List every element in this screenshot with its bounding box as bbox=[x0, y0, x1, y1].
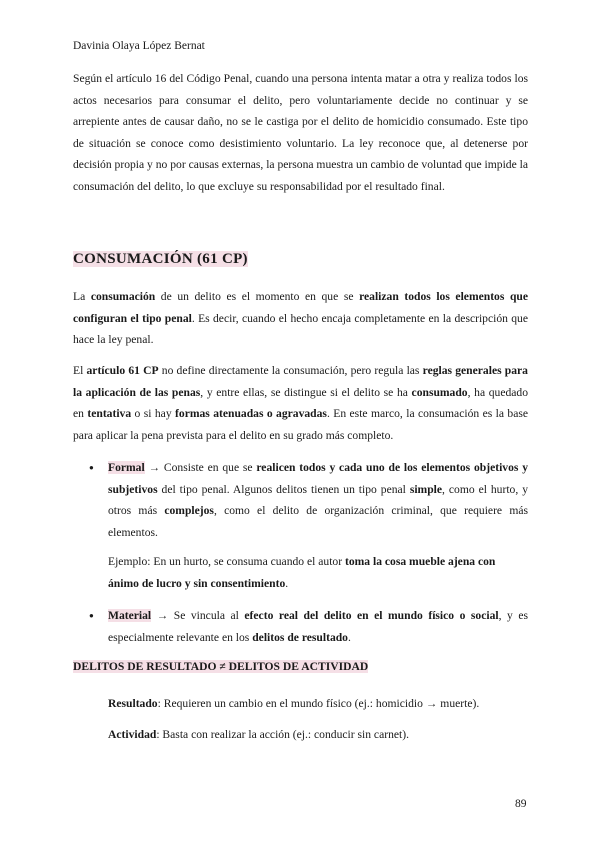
consumacion-definition-paragraph: La consumación de un delito es el momento en que se realizan todos los elementos que configuran el tipo penal. Es decir, cuando el hecho encaja completamente en la descripción que hace la ley penal. bbox=[73, 290, 529, 346]
subsection-heading bbox=[73, 660, 368, 673]
section-heading-text: CONSUMACIÓN (61 CP) bbox=[73, 251, 248, 267]
section-heading bbox=[73, 251, 248, 268]
page-header-author: Davinia Olaya López Bernat bbox=[73, 40, 205, 52]
actividad-line: Actividad: Basta con realizar la acción (ej.: conducir sin carnet). bbox=[108, 728, 409, 741]
term-elementos: realizan todos los elementos que configuran el tipo penal bbox=[73, 290, 528, 325]
bullet-list-formal bbox=[73, 457, 528, 543]
term-formas: formas atenuadas o agravadas bbox=[175, 407, 327, 420]
intro-paragraph: Según el artículo 16 del Código Penal, cuando una persona intenta matar a otra y realiza todos los actos necesarios para consumar el delito, pero voluntariamente decide no continuar y se arrepiente antes de causar daño, no se le castiga por el delito de homicidio consumado. Este tipo de situación se conoce como desistimiento voluntario. La ley reconoce que, al detenerse por decisión propia y no por causas externas, la persona muestra un cambio de voluntad que impide la consumación del delito, lo que excluye su responsabilidad por el resultado final. bbox=[73, 72, 528, 193]
resultado-label: Resultado bbox=[108, 697, 158, 710]
term-consumacion: consumación bbox=[90, 290, 156, 303]
term-consumado: consumado bbox=[411, 385, 468, 399]
articulo-61-paragraph: El artículo 61 CP no define directamente la consumación, pero regula las reglas generales para la aplicación de las penas, y entre ellas, se distingue si el delito se ha consumado, ha quedado en tentativa o si hay formas atenuadas o agravadas. En este marco, la consumación es la base para aplicar la pena prevista para el delito en su grado más completo. bbox=[73, 364, 528, 442]
bullet-formal: ● Formal → Consiste en que se realicen todos y cada uno de los elementos objetivos y subjetivos del tipo penal. Algunos delitos tienen un tipo penal simple, como el hurto, y otros más complejos, como el delito de organización criminal, que requiere más elementos. bbox=[73, 457, 528, 543]
bullet-material: ● Material → Se vincula al efecto real del delito en el mundo físico o social, y es especialmente relevante en los delitos de resultado. bbox=[73, 605, 528, 648]
page-number: 89 bbox=[515, 798, 527, 810]
resultado-line: Resultado: Requieren un cambio en el mundo físico (ej.: homicidio → muerte). bbox=[108, 697, 480, 710]
bullet-list-material bbox=[73, 605, 528, 648]
term-tentativa: tentativa bbox=[87, 407, 132, 420]
term-articulo: artículo 61 CP bbox=[86, 364, 159, 377]
subsection-heading-text: DELITOS DE RESULTADO ≠ DELITOS DE ACTIVIDAD bbox=[73, 660, 369, 673]
term-reglas: reglas generales para la aplicación de las penas bbox=[73, 364, 528, 399]
actividad-label: Actividad bbox=[108, 728, 157, 741]
bullet-formal-label: Formal bbox=[108, 461, 145, 474]
example-paragraph: Ejemplo: En un hurto, se consuma cuando el autor toma la cosa mueble ajena con ánimo de lucro y sin consentimiento. bbox=[108, 555, 496, 590]
bullet-material-label: Material bbox=[108, 609, 152, 622]
